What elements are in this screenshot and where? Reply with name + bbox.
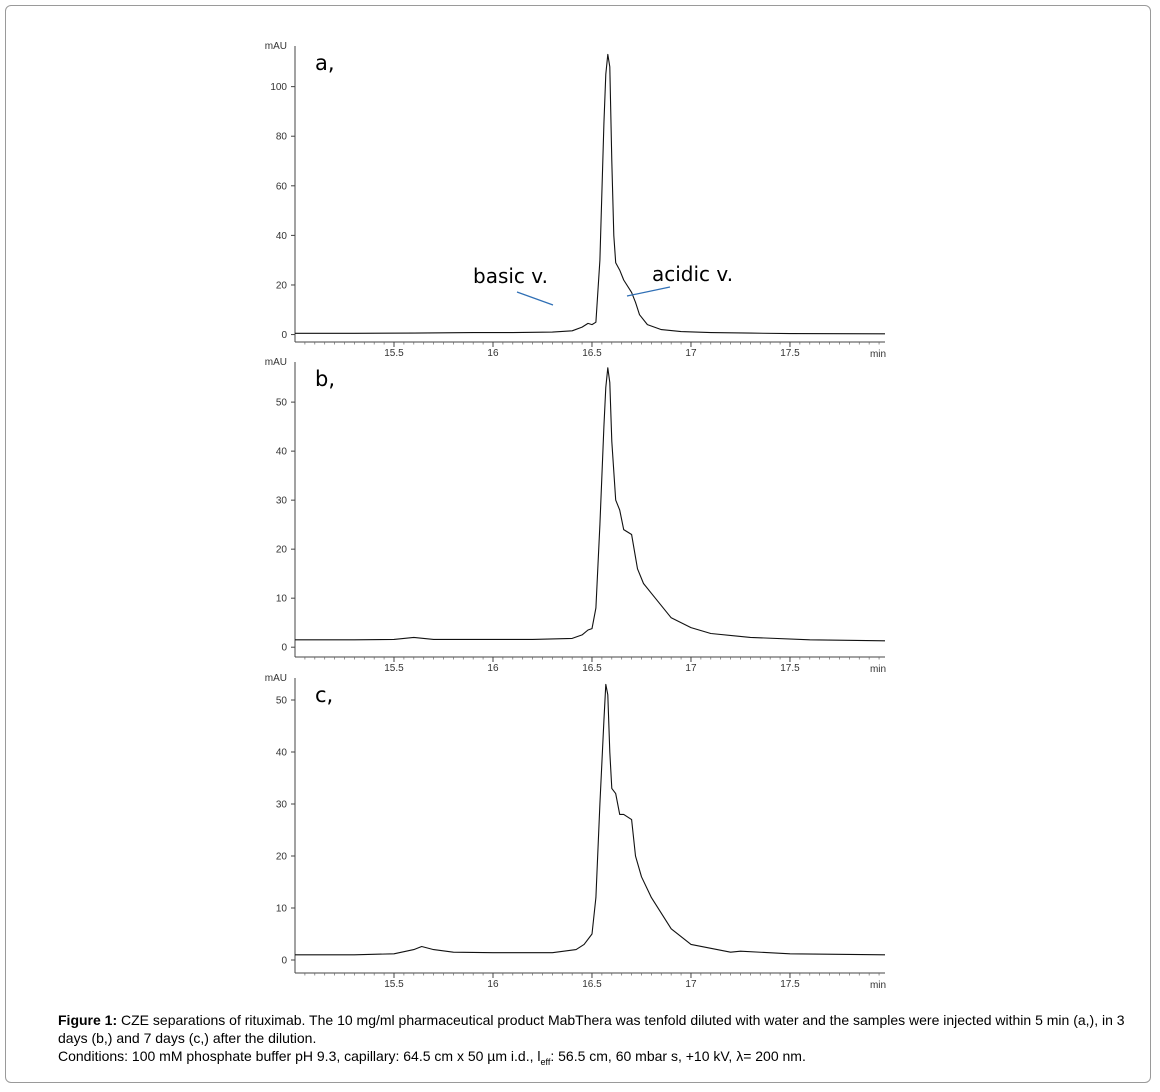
panel-c-trace-line: [295, 684, 885, 954]
panel-c-y-tick-label: 40: [275, 747, 287, 759]
panel-c-x-tick-label: 16: [487, 979, 499, 990]
panel-c-x-tick-label: 16.5: [582, 979, 602, 990]
figure-label: Figure 1:: [58, 1012, 118, 1028]
panel-c-y-tick-label: 50: [275, 695, 287, 707]
panel-a-y-tick-label: 60: [275, 181, 287, 193]
caption-conditions: Conditions: 100 mM phosphate buffer pH 9.3, capillary: 64.5 cm x 50 µm i.d., l: [58, 1048, 541, 1064]
panel-b-y-tick-label: 40: [275, 446, 287, 458]
panel-b-y-tick-label: 30: [275, 495, 287, 507]
panel-a-y-tick-label: 20: [275, 280, 287, 292]
annotation-label: basic v.: [473, 264, 548, 288]
panel-b-x-tick-label: 17: [685, 663, 697, 674]
panel-a-x-axis-label: min: [869, 349, 887, 360]
panel-b-x-tick-label: 17.5: [780, 663, 800, 674]
panel-c-x-tick-label: 17.5: [780, 979, 800, 990]
panel-a-x-tick-label: 16: [487, 348, 499, 359]
panel-a-x-tick-label: 17.5: [780, 348, 800, 359]
panel-b-y-tick-label: 10: [275, 593, 287, 605]
panel-a-y-tick-label: 40: [275, 230, 287, 242]
panel-c-y-axis-label: mAU: [264, 673, 287, 684]
panel-a-x-tick-label: 16.5: [582, 348, 602, 359]
caption-line-2: [58, 1048, 806, 1067]
caption-conditions-end: : 56.5 cm, 60 mbar s, +10 kV, λ= 200 nm.: [550, 1048, 806, 1064]
panel-b-x-tick-label: 16.5: [582, 663, 602, 674]
panel-b-x-axis-label: min: [869, 664, 887, 675]
panel-a-y-tick-label: 0: [281, 330, 287, 342]
annotation-pointer: [517, 292, 553, 305]
annotation-label: acidic v.: [652, 262, 734, 286]
panel-c-y-tick-label: 20: [275, 851, 287, 863]
panel-a-y-axis-label: mAU: [264, 41, 287, 52]
panel-c-label: c,: [315, 683, 334, 707]
panel-b-y-tick-label: 0: [281, 642, 287, 654]
panel-a-x-tick-label: 15.5: [384, 348, 404, 359]
panel-c-y-tick-label: 0: [281, 955, 287, 967]
panel-a-trace-line: [295, 54, 885, 333]
caption-line-1: [58, 1012, 1125, 1046]
panel-b-trace-line: [295, 368, 885, 641]
figure-caption: [58, 1011, 1128, 1071]
annotation-pointer: [627, 287, 670, 296]
panel-b-y-tick-label: 20: [275, 544, 287, 556]
panel-b-label: b,: [315, 367, 336, 391]
panel-b-y-tick-label: 50: [275, 397, 287, 409]
panel-c-y-tick-label: 30: [275, 799, 287, 811]
panel-c-x-tick-label: 17: [685, 979, 697, 990]
panel-c-x-tick-label: 15.5: [384, 979, 404, 990]
caption-description: CZE separations of rituximab. The 10 mg/ml pharmaceutical product MabThera was tenfold diluted with water and the samples were injected within 5 min (a,), in 3 days (b,) and 7 days (c,) after the dilution.: [58, 1012, 1125, 1046]
panel-a-y-tick-label: 100: [270, 82, 287, 94]
panel-a-label: a,: [315, 51, 335, 75]
panel-c-x-axis-label: min: [869, 980, 887, 991]
caption-subscript: eff: [540, 1056, 551, 1067]
panel-b-y-axis-label: mAU: [264, 357, 287, 368]
panel-a-x-tick-label: 17: [685, 348, 697, 359]
panel-b-x-tick-label: 16: [487, 663, 499, 674]
panel-a-y-tick-label: 80: [275, 131, 287, 143]
panel-c-y-tick-label: 10: [275, 903, 287, 915]
panel-b-x-tick-label: 15.5: [384, 663, 404, 674]
